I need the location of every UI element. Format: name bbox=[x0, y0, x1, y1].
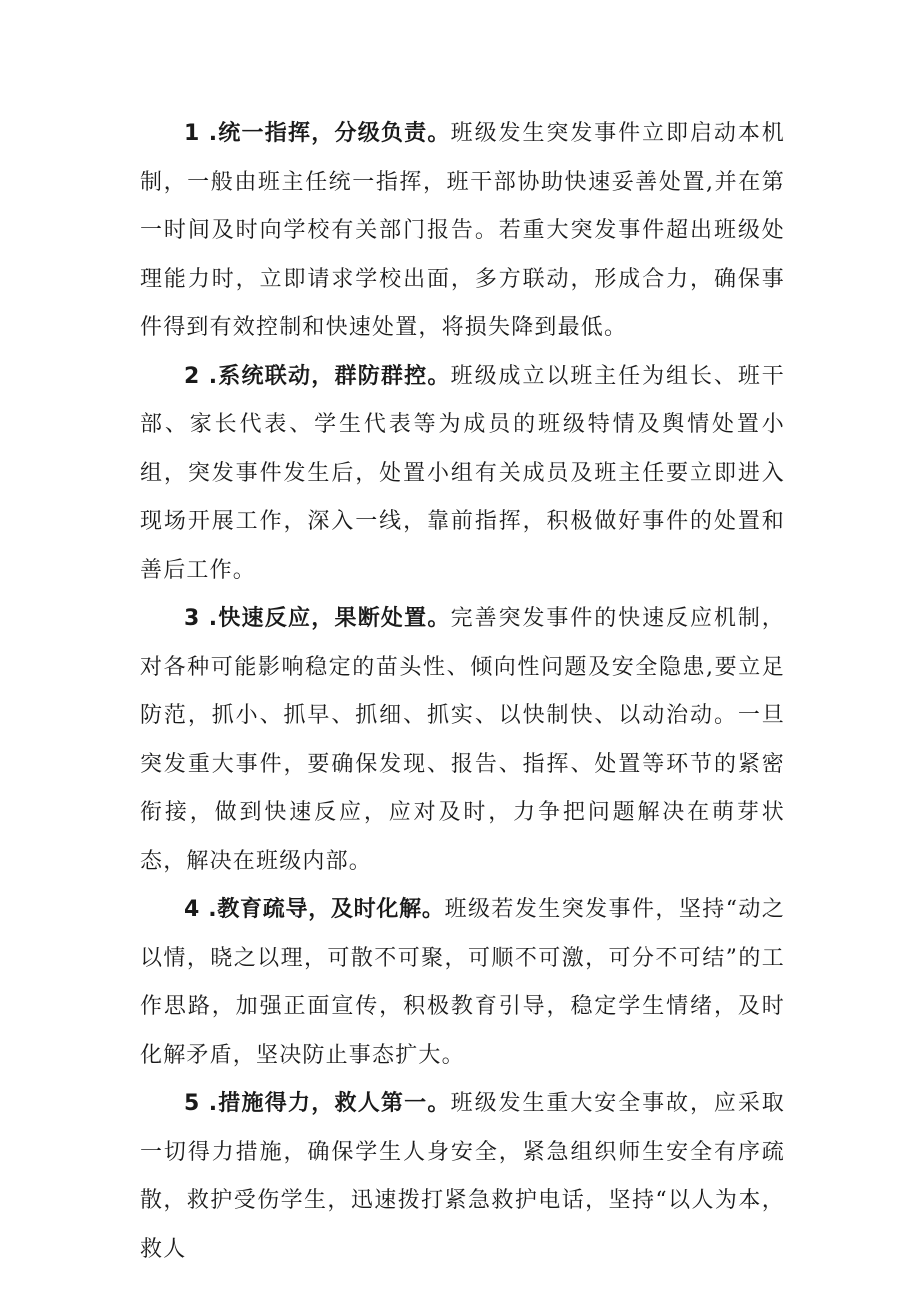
paragraph-4 bbox=[140, 886, 785, 1080]
paragraph-3 bbox=[140, 595, 785, 886]
paragraph-4-text: 班级若发生突发事件，坚持“动之以情，晓之以理，可散不可聚，可顺不可激，可分不可结”的工作思路，加强正面宣传，积极教育引导，稳定学生情绪，及时化解矛盾，坚决防止事态扩大。 bbox=[140, 897, 785, 1068]
paragraph-1-text: 班级发生突发事件立即启动本机制，一般由班主任统一指挥，班干部协助快速妥善处置,并在第一时间及时向学校有关部门报告。若重大突发事件超出班级处理能力时，立即请求学校出面，多方联动，形成合力，确保事件得到有效控制和快速处置，将损失降到最低。 bbox=[140, 121, 785, 340]
paragraph-3-text: 完善突发事件的快速反应机制，对各种可能影响稳定的苗头性、倾向性问题及安全隐患,要立足防范，抓小、抓早、抓细、抓实、以快制快、以动治动。一旦突发重大事件，要确保发现、报告、指挥、处置等环节的紧密衔接，做到快速反应，应对及时，力争把问题解决在萌芽状态，解决在班级内部。 bbox=[140, 606, 785, 874]
paragraph-5-text: 班级发生重大安全事故，应采取一切得力措施，确保学生人身安全，紧急组织师生安全有序疏散，救护受伤学生，迅速拨打紧急救护电话，坚持“以人为本，救人 bbox=[140, 1091, 785, 1262]
paragraph-4-heading: 4 .教育疏导，及时化解。 bbox=[184, 897, 445, 922]
paragraph-5-heading: 5 .措施得力，救人第一。 bbox=[184, 1091, 451, 1116]
paragraph-5 bbox=[140, 1080, 785, 1274]
paragraph-1 bbox=[140, 110, 785, 353]
paragraph-3-heading: 3 .快速反应，果断处置。 bbox=[184, 606, 451, 631]
paragraph-2-text: 班级成立以班主任为组长、班干部、家长代表、学生代表等为成员的班级特情及舆情处置小组，突发事件发生后，处置小组有关成员及班主任要立即进入现场开展工作，深入一线，靠前指挥，积极做好事件的处置和善后工作。 bbox=[140, 363, 785, 583]
paragraph-2-heading: 2 .系统联动，群防群控。 bbox=[184, 363, 451, 389]
paragraph-1-heading: 1 .统一指挥，分级负责。 bbox=[184, 121, 451, 146]
document-body bbox=[140, 110, 785, 1274]
paragraph-2 bbox=[140, 353, 785, 596]
